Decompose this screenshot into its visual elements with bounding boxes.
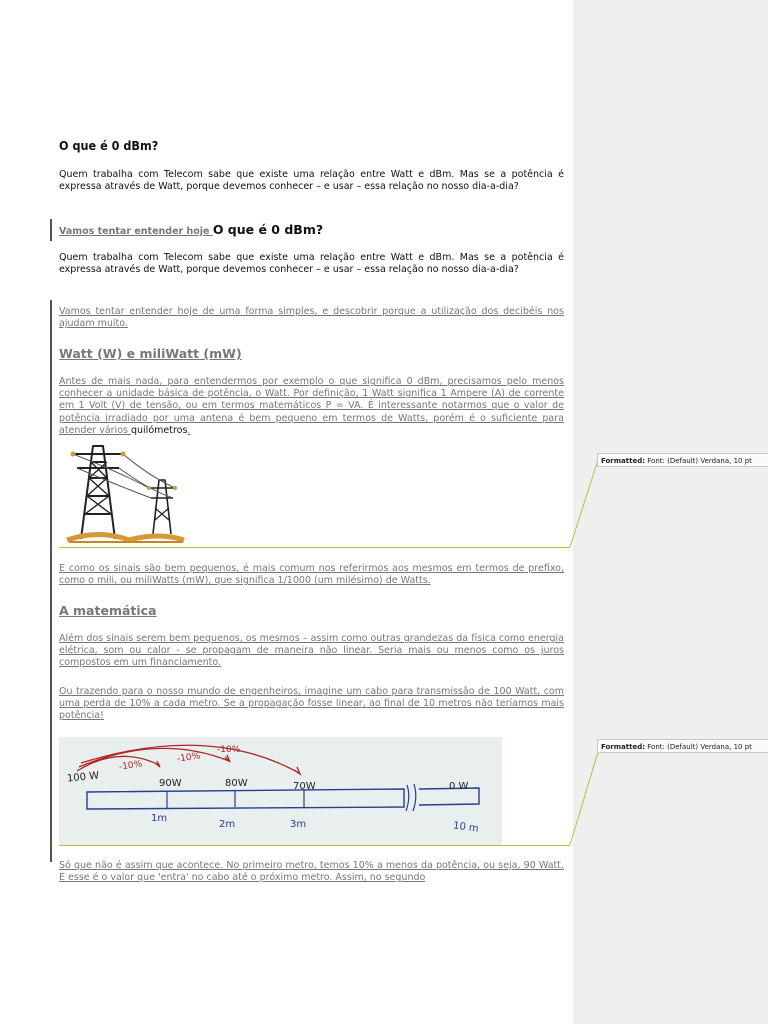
power-tower-image (59, 424, 189, 544)
label-100w: 100 W (66, 770, 100, 785)
comment-text: Font: (Default) Verdana, 10 pt (647, 743, 752, 751)
comment-connector-1 (566, 458, 600, 550)
comment-connector-2 (566, 750, 600, 848)
label-3m: 3m (290, 819, 307, 830)
change-bar-long (50, 300, 52, 862)
paragraph-prefix: E como os sinais são bem pequenos, é mais comum nos referirmos aos mesmos em termos de prefixo, como o mili, ou miliWatts (mW), que significa 1/1000 (um milésimo) de Watts. (59, 563, 564, 587)
paragraph-watt-deleted: Antes de mais nada, para entendermos por exemplo o que significa 0 dBm, precisamos pelo menos conhecer a unidade básica de potência, o Watt. Por definição, 1 Watt significa 1 Ampere (A) de corrente em 1 Volt (V) de tensão, ou em termos matemáticos P = VA. É interessante notarmos que o valor de potência irradiado por uma antena é bem pequeno em termos de Watts, porém é o suficiente para atender vários (59, 376, 564, 436)
label-80w: 80W (225, 778, 248, 789)
label-1m: 1m (151, 813, 168, 824)
change-line-1 (59, 547, 570, 548)
label-loss-3: -10% (217, 745, 241, 755)
paragraph-first-meter: Só que não é assim que acontece. No primeiro metro, temos 10% a menos da potência, ou seja, 90 Watt. E esse é o valor que 'entra' no cabo até o próximo metro. Assim, no segundo (59, 860, 564, 884)
heading-revision (59, 219, 323, 238)
label-loss-2: -10% (176, 751, 201, 765)
paragraph-intro: Quem trabalha com Telecom sabe que existe uma relação entre Watt e dBm. Mas se a potência é expressa através de Watt, porque devemos conhecer – e usar – essa relação no nosso dia-a-dia? (59, 169, 564, 193)
section-heading-watt: Watt (W) e miliWatt (mW) (59, 346, 242, 361)
paragraph-deleted-1: Vamos tentar entender hoje de uma forma simples, e descobrir porque a utilização dos decibéis nos ajudam muito. (59, 306, 564, 330)
change-bar (50, 219, 52, 241)
cable-diagram (59, 737, 502, 845)
paragraph-watt-inserted: quilómetros (130, 424, 188, 436)
comment-label: Formatted: (601, 743, 646, 751)
label-10m: 10 m (452, 820, 480, 835)
deleted-heading-text: Vamos tentar entender hoje (59, 226, 213, 237)
comment-margin-pane (573, 0, 768, 1024)
change-line-2 (59, 845, 570, 846)
page-title: O que é 0 dBm? (59, 138, 159, 153)
paragraph-nonlinear: Além dos sinais serem bem pequenos, os mesmos – assim como outras grandezas da física como energia elétrica, som ou calor - se propagam de maneira não linear. Seria mais ou menos como os juros compostos em um financiamento. (59, 633, 564, 669)
inserted-heading-text: O que é 0 dBm? (212, 222, 324, 237)
paragraph-cable: Ou trazendo para o nosso mundo de engenheiros, imagine um cabo para transmissão de 100 Watt, com uma perda de 10% a cada metro. Se a propagação fosse linear, ao final de 10 metros não teríamos mais potência! (59, 686, 564, 722)
comment-balloon-1[interactable] (597, 453, 768, 467)
label-loss-1: -10% (118, 759, 143, 773)
cable-loss-figure (59, 737, 502, 845)
label-90w: 90W (159, 778, 182, 789)
section-heading-math: A matemática (59, 603, 157, 618)
comment-balloon-2[interactable] (597, 739, 768, 753)
paragraph-watt-end: . (187, 424, 191, 436)
comment-text: Font: (Default) Verdana, 10 pt (647, 457, 752, 465)
paragraph-intro-repeat: Quem trabalha com Telecom sabe que existe uma relação entre Watt e dBm. Mas se a potência é expressa através de Watt, porque devemos conhecer – e usar – essa relação no nosso dia-a-dia? (59, 252, 564, 276)
comment-label: Formatted: (601, 457, 646, 465)
label-0w: 0 W (449, 781, 469, 792)
label-2m: 2m (219, 819, 236, 830)
label-70w: 70W (293, 781, 316, 792)
